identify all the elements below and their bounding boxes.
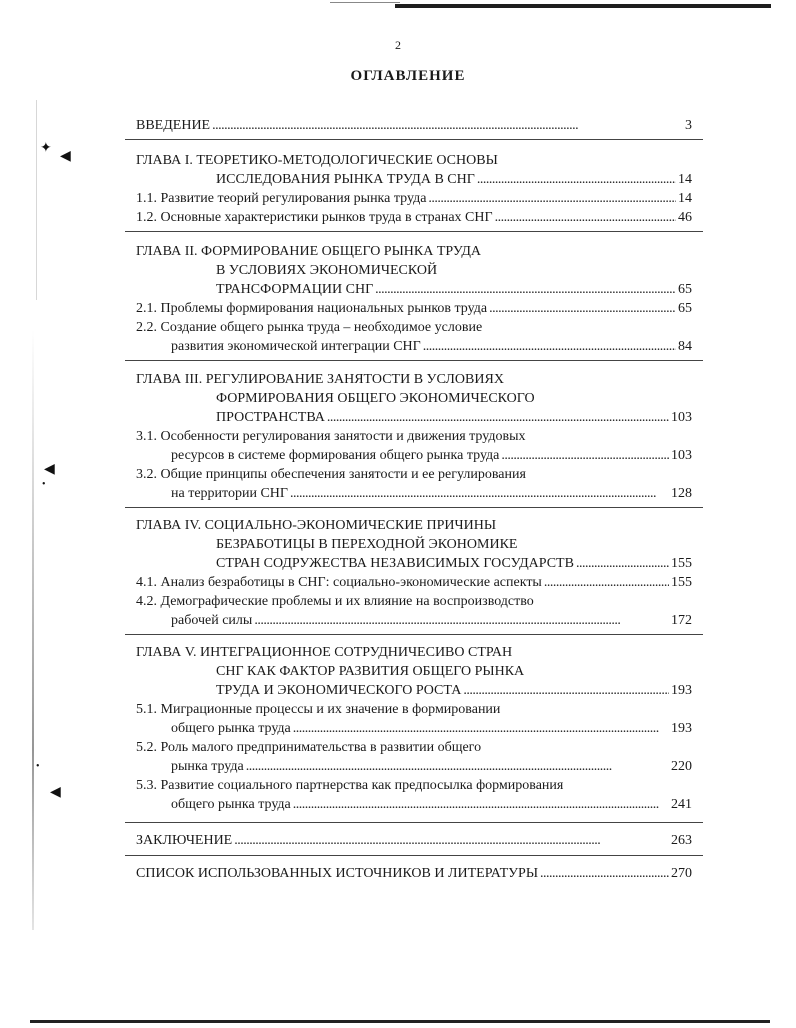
chapter-title-line: ИССЛЕДОВАНИЯ РЫНКА ТРУДА В СНГ bbox=[216, 172, 475, 187]
toc-leader-dots bbox=[489, 299, 676, 318]
punch-mark-icon: • bbox=[42, 479, 46, 490]
toc-leader-dots bbox=[428, 189, 676, 208]
section-title: 2.1. Проблемы формирования национальных рынков труда bbox=[136, 301, 488, 316]
chapter-title-line: ПРОСТРАНСТВА bbox=[216, 410, 325, 425]
punch-mark-icon: • bbox=[36, 761, 40, 772]
toc-divider bbox=[125, 507, 703, 508]
toc-conclusion bbox=[136, 831, 692, 850]
toc-leader-dots bbox=[293, 719, 669, 738]
section-page: 84 bbox=[678, 339, 692, 354]
section-page: 103 bbox=[671, 448, 692, 463]
toc-leader-dots bbox=[375, 280, 676, 299]
toc-leader-dots bbox=[212, 116, 683, 135]
section-title: общего рынка труда bbox=[171, 797, 291, 812]
toc-chapter-3 bbox=[136, 370, 692, 503]
chapter-title-line: ТРУДА И ЭКОНОМИЧЕСКОГО РОСТА bbox=[216, 683, 462, 698]
scan-edge-top bbox=[395, 4, 771, 8]
section-title: ресурсов в системе формирования общего рынка труда bbox=[171, 448, 500, 463]
toc-divider bbox=[125, 139, 703, 140]
chapter-title-line: В УСЛОВИЯХ ЭКОНОМИЧЕСКОЙ bbox=[216, 263, 438, 278]
section-page: 155 bbox=[671, 575, 692, 590]
section-page: 193 bbox=[671, 721, 692, 736]
toc-leader-dots bbox=[463, 681, 669, 700]
toc-leader-dots bbox=[495, 208, 676, 227]
chapter-title-line: СНГ КАК ФАКТОР РАЗВИТИЯ ОБЩЕГО РЫНКА bbox=[216, 664, 525, 679]
toc-bibliography bbox=[136, 864, 692, 883]
toc-leader-dots bbox=[540, 864, 669, 883]
section-page: 220 bbox=[671, 759, 692, 774]
toc-intro-page: 3 bbox=[685, 118, 692, 133]
toc-chapter-5 bbox=[136, 643, 692, 814]
toc-divider bbox=[125, 231, 703, 232]
chapter-title-line: БЕЗРАБОТИЦЫ В ПЕРЕХОДНОЙ ЭКОНОМИКЕ bbox=[216, 537, 518, 552]
toc-divider bbox=[125, 855, 703, 856]
scan-edge-bottom bbox=[30, 1020, 770, 1023]
chapter-page: 65 bbox=[678, 282, 692, 297]
section-page: 46 bbox=[678, 210, 692, 225]
section-title: 5.3. Развитие социального партнерства как предпосылка формирования bbox=[136, 778, 564, 793]
toc-intro bbox=[136, 116, 692, 135]
section-title: 5.1. Миграционные процессы и их значение в формировании bbox=[136, 702, 501, 717]
chapter-title-line: ТРАНСФОРМАЦИИ СНГ bbox=[216, 282, 374, 297]
chapter-title-line: ГЛАВА IV. СОЦИАЛЬНО-ЭКОНОМИЧЕСКИЕ ПРИЧИНЫ bbox=[136, 518, 497, 533]
section-title: 5.2. Роль малого предпринимательства в развитии общего bbox=[136, 740, 482, 755]
toc-leader-dots bbox=[234, 831, 669, 850]
section-title: развития экономической интеграции СНГ bbox=[171, 339, 421, 354]
chapter-page: 14 bbox=[678, 172, 692, 187]
section-page: 241 bbox=[671, 797, 692, 812]
toc-divider bbox=[125, 634, 703, 635]
section-title: рынка труда bbox=[171, 759, 244, 774]
scan-margin-line bbox=[32, 330, 34, 930]
toc-divider bbox=[125, 360, 703, 361]
toc-leader-dots bbox=[544, 573, 669, 592]
punch-mark-icon: ◀ bbox=[50, 785, 61, 800]
section-title: 1.1. Развитие теорий регулирования рынка труда bbox=[136, 191, 427, 206]
toc-leader-dots bbox=[293, 795, 669, 814]
toc-chapter-4 bbox=[136, 516, 692, 630]
chapter-title-line: ГЛАВА I. ТЕОРЕТИКО-МЕТОДОЛОГИЧЕСКИЕ ОСНОВЫ bbox=[136, 153, 498, 168]
toc-leader-dots bbox=[290, 484, 669, 503]
chapter-title-line: ГЛАВА III. РЕГУЛИРОВАНИЕ ЗАНЯТОСТИ В УСЛОВИЯХ bbox=[136, 372, 504, 387]
page-title: ОГЛАВЛЕНИЕ bbox=[350, 68, 466, 84]
section-title: общего рынка труда bbox=[171, 721, 291, 736]
toc-leader-dots bbox=[423, 337, 676, 356]
chapter-title-line: ГЛАВА V. ИНТЕГРАЦИОННОЕ СОТРУДНИЧЕСИВО СТРАН bbox=[136, 645, 513, 660]
section-page: 128 bbox=[671, 486, 692, 501]
chapter-title-line: ФОРМИРОВАНИЯ ОБЩЕГО ЭКОНОМИЧЕСКОГО bbox=[216, 391, 535, 406]
page-number: 2 bbox=[395, 38, 401, 52]
chapter-title-line: СТРАН СОДРУЖЕСТВА НЕЗАВИСИМЫХ ГОСУДАРСТВ bbox=[216, 556, 574, 571]
section-title: 4.2. Демографические проблемы и их влияние на воспроизводство bbox=[136, 594, 534, 609]
toc-chapter-1 bbox=[136, 151, 692, 227]
section-title: 1.2. Основные характеристики рынков труда в странах СНГ bbox=[136, 210, 493, 225]
toc-bibliography-page: 270 bbox=[671, 866, 692, 881]
toc-intro-title: ВВЕДЕНИЕ bbox=[136, 118, 211, 133]
section-page: 14 bbox=[678, 191, 692, 206]
chapter-page: 155 bbox=[671, 556, 692, 571]
punch-mark-icon: ◀ bbox=[60, 149, 71, 164]
scan-margin-line-upper bbox=[36, 100, 37, 300]
toc-leader-dots bbox=[254, 611, 669, 630]
section-page: 172 bbox=[671, 613, 692, 628]
punch-mark-icon: ✦ bbox=[40, 141, 52, 156]
toc-chapter-2 bbox=[136, 242, 692, 356]
chapter-page: 193 bbox=[671, 683, 692, 698]
toc-divider bbox=[125, 822, 703, 823]
section-title: на территории СНГ bbox=[171, 486, 288, 501]
section-title: 3.2. Общие принципы обеспечения занятости и ее регулирования bbox=[136, 467, 526, 482]
scan-edge-top-thin bbox=[330, 2, 400, 3]
section-title: 4.1. Анализ безработицы в СНГ: социально-экономические аспекты bbox=[136, 575, 542, 590]
punch-mark-icon: ◀ bbox=[44, 462, 55, 477]
toc-leader-dots bbox=[477, 170, 676, 189]
toc-bibliography-title: СПИСОК ИСПОЛЬЗОВАННЫХ ИСТОЧНИКОВ И ЛИТЕРАТУРЫ bbox=[136, 866, 539, 881]
chapter-title-line: ГЛАВА II. ФОРМИРОВАНИЕ ОБЩЕГО РЫНКА ТРУДА bbox=[136, 244, 482, 259]
toc-conclusion-page: 263 bbox=[671, 833, 692, 848]
section-title: 2.2. Создание общего рынка труда – необходимое условие bbox=[136, 320, 483, 335]
toc-leader-dots bbox=[246, 757, 669, 776]
section-title: рабочей силы bbox=[171, 613, 253, 628]
toc-leader-dots bbox=[576, 554, 669, 573]
section-title: 3.1. Особенности регулирования занятости и движения трудовых bbox=[136, 429, 526, 444]
toc-leader-dots bbox=[501, 446, 669, 465]
toc-conclusion-title: ЗАКЛЮЧЕНИЕ bbox=[136, 833, 233, 848]
chapter-page: 103 bbox=[671, 410, 692, 425]
section-page: 65 bbox=[678, 301, 692, 316]
toc-leader-dots bbox=[327, 408, 669, 427]
